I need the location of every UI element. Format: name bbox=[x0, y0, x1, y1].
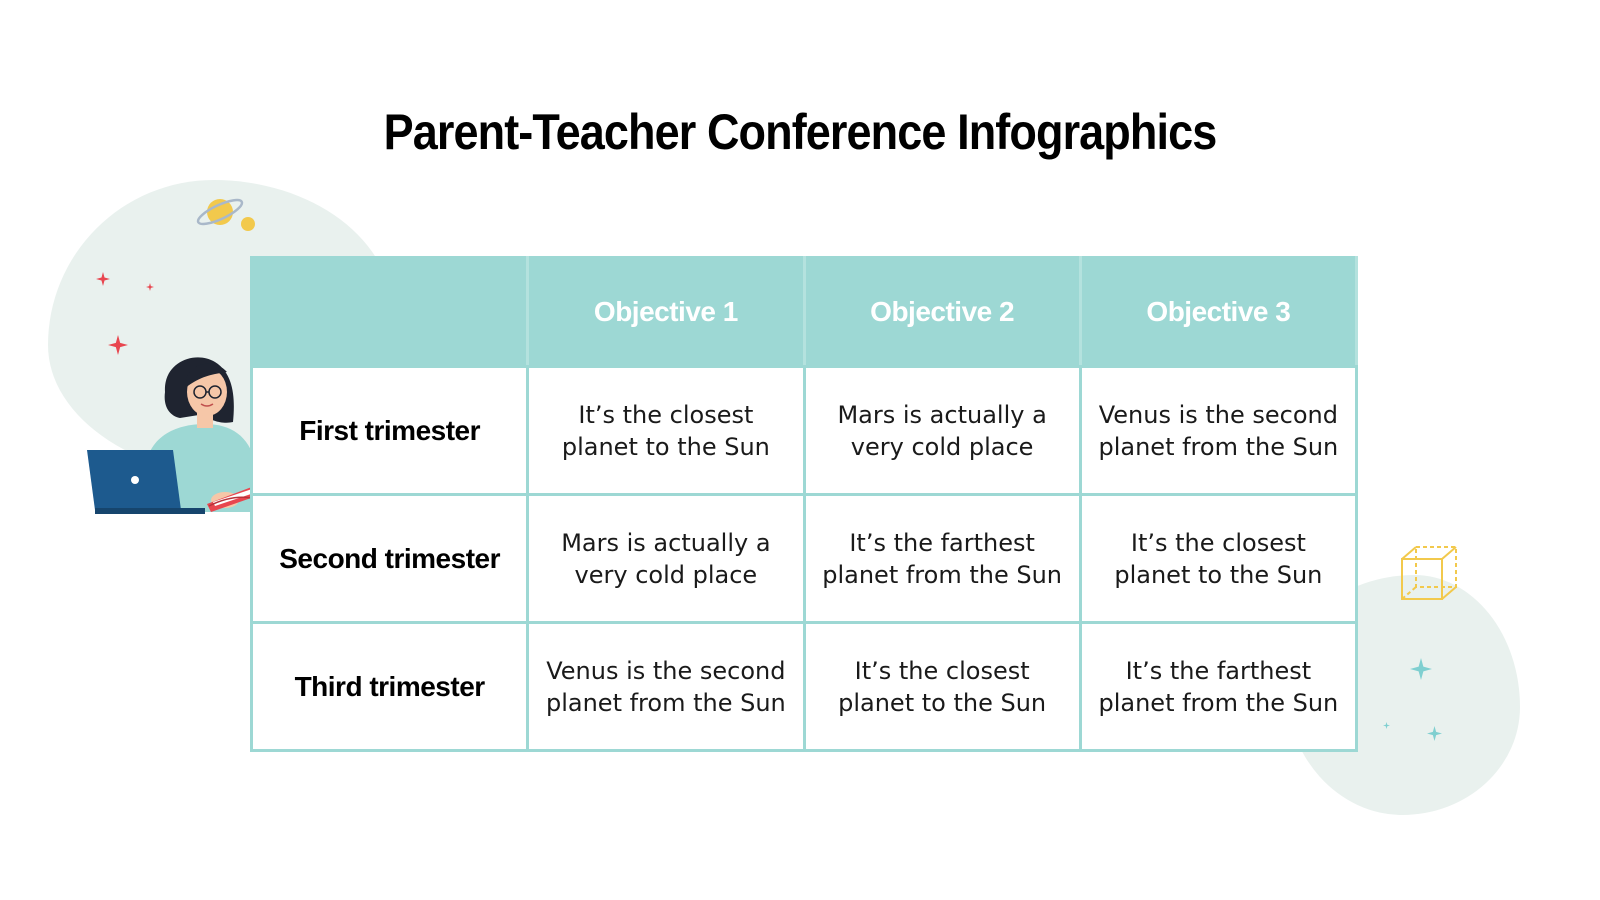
table-cell: It’s the farthest planet from the Sun bbox=[804, 495, 1080, 623]
row-label: First trimester bbox=[252, 367, 528, 495]
table-header-row bbox=[252, 258, 1357, 367]
table-header-objective-1: Objective 1 bbox=[528, 258, 804, 367]
table-cell: It’s the closest planet to the Sun bbox=[528, 367, 804, 495]
table-row bbox=[252, 623, 1357, 751]
table-row bbox=[252, 367, 1357, 495]
row-label: Second trimester bbox=[252, 495, 528, 623]
table-cell: It’s the closest planet to the Sun bbox=[1080, 495, 1356, 623]
table-cell: Mars is actually a very cold place bbox=[804, 367, 1080, 495]
table-header-objective-3: Objective 3 bbox=[1080, 258, 1356, 367]
table-cell: It’s the closest planet to the Sun bbox=[804, 623, 1080, 751]
table-cell: Mars is actually a very cold place bbox=[528, 495, 804, 623]
table-row bbox=[252, 495, 1357, 623]
page-title: Parent-Teacher Conference Infographics bbox=[383, 104, 1217, 160]
table-cell: It’s the farthest planet from the Sun bbox=[1080, 623, 1356, 751]
table-cell: Venus is the second planet from the Sun bbox=[528, 623, 804, 751]
objectives-table bbox=[250, 256, 1358, 752]
table-header-objective-2: Objective 2 bbox=[804, 258, 1080, 367]
table-cell: Venus is the second planet from the Sun bbox=[1080, 367, 1356, 495]
table-header-blank bbox=[252, 258, 528, 367]
row-label: Third trimester bbox=[252, 623, 528, 751]
